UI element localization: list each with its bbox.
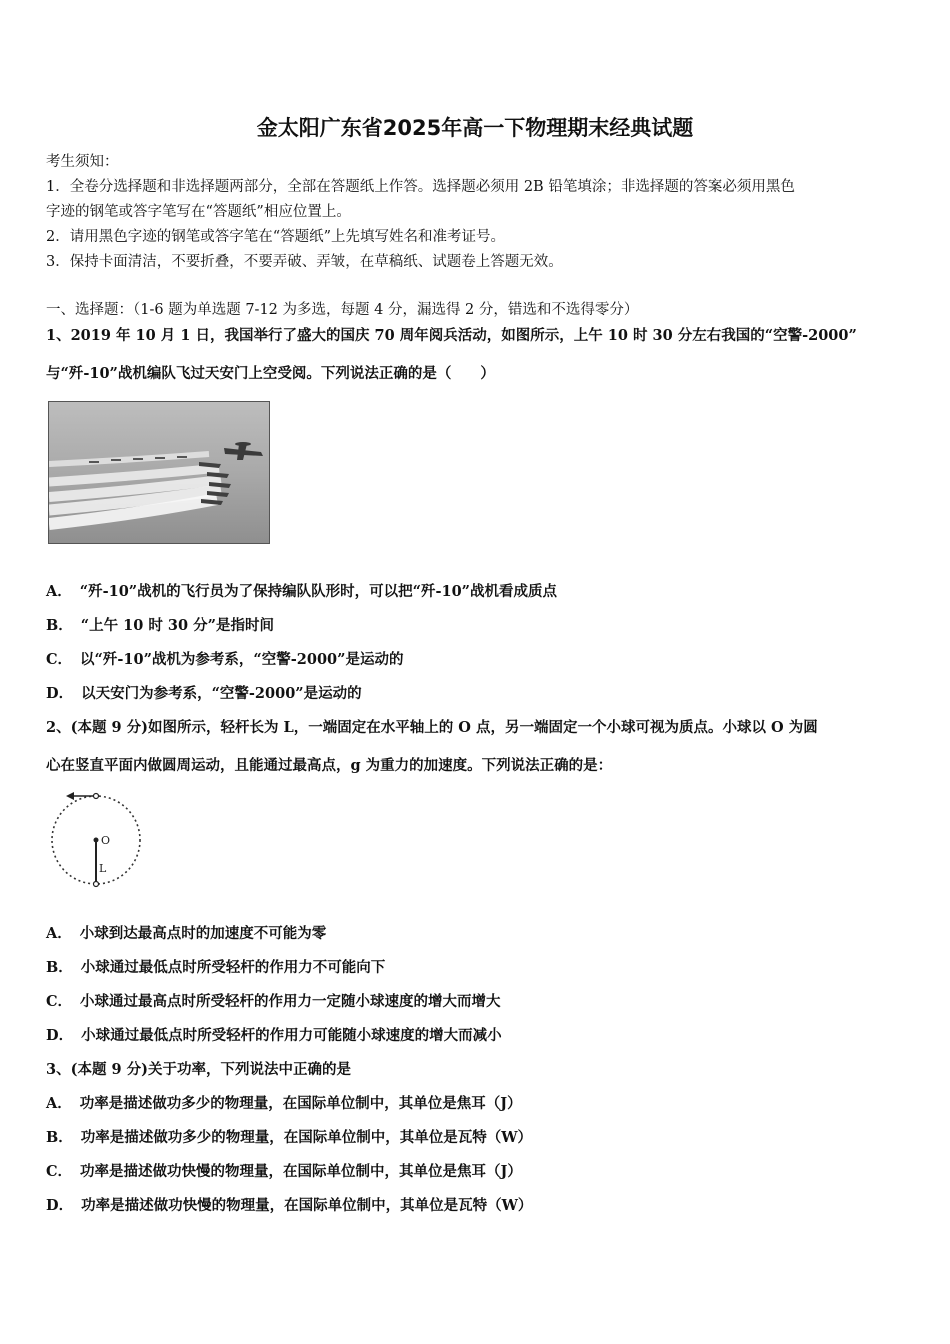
option-text: “歼-10”战机的飞行员为了保持编队队形时，可以把“歼-10”战机看成质点 [79, 583, 558, 600]
notice-heading: 考生须知： [46, 154, 119, 170]
formation-flight-photo [48, 401, 270, 544]
option-label: D． [46, 1197, 74, 1214]
question-1-option-b[interactable] [46, 616, 274, 636]
circular-motion-diagram [46, 786, 146, 894]
question-3-option-c[interactable] [46, 1162, 522, 1182]
option-label: A． [46, 583, 72, 600]
option-text: 小球通过最低点时所受轻杆的作用力不可能向下 [80, 959, 386, 976]
notice-item: 字迹的钢笔或答字笔写在“答题纸”相应位置上。 [46, 204, 351, 220]
option-label: B． [46, 617, 73, 634]
question-3-option-d[interactable] [46, 1196, 532, 1216]
question-1-option-c[interactable] [46, 650, 403, 670]
option-text: 功率是描述做功多少的物理量，在国际单位制中，其单位是焦耳（J） [79, 1095, 522, 1112]
question-1-stem: 与“歼-10”战机编队飞过天安门上空受阅。下列说法正确的是（ ） [46, 365, 495, 382]
option-text: 小球通过最低点时所受轻杆的作用力可能随小球速度的增大而减小 [81, 1027, 502, 1044]
option-text: 功率是描述做功快慢的物理量，在国际单位制中，其单位是瓦特（W） [81, 1197, 533, 1214]
option-label: C． [46, 651, 73, 668]
question-2-option-c[interactable] [46, 992, 501, 1012]
option-label: B． [46, 1129, 73, 1146]
section-heading: 一、选择题：（1-6 题为单选题 7-12 为多选，每题 4 分，漏选得 2 分，错选和不选得零分） [46, 302, 639, 318]
option-text: 以“歼-10”战机为参考系，“空警-2000”是运动的 [80, 651, 404, 668]
question-2-option-a[interactable] [46, 924, 326, 944]
option-label: B． [46, 959, 73, 976]
notice-item: 3．保持卡面清洁，不要折叠，不要弄破、弄皱，在草稿纸、试题卷上答题无效。 [46, 254, 563, 270]
option-label: A． [46, 1095, 72, 1112]
notice-item: 2．请用黑色字迹的钢笔或答字笔在“答题纸”上先填写姓名和准考证号。 [46, 229, 506, 245]
question-2-stem: 心在竖直平面内做圆周运动，且能通过最高点，g 为重力的加速度。下列说法正确的是： [46, 757, 613, 774]
question-2-option-d[interactable] [46, 1026, 502, 1046]
option-text: 小球到达最高点时的加速度不可能为零 [79, 925, 327, 942]
question-2-option-b[interactable] [46, 958, 385, 978]
question-1-option-d[interactable] [46, 684, 362, 704]
rod-circle-illustration [46, 786, 146, 894]
center-label: O [101, 834, 111, 847]
option-label: C． [46, 993, 73, 1010]
option-text: 功率是描述做功多少的物理量，在国际单位制中，其单位是瓦特（W） [80, 1129, 533, 1146]
option-label: D． [46, 1027, 74, 1044]
question-2-stem: 2、(本题 9 分)如图所示，轻杆长为 L，一端固定在水平轴上的 O 点，另一端固定一个小球可视为质点。小球以 O 为圆 [46, 719, 818, 736]
page-title: 金太阳广东省2025年高一下物理期末经典试题 [256, 116, 694, 140]
option-label: C． [46, 1163, 73, 1180]
notice-item: 1．全卷分选择题和非选择题两部分，全部在答题纸上作答。选择题必须用 2B 铅笔填涂；非选择题的答案必须用黑色 [46, 179, 795, 195]
question-1-stem: 1、2019 年 10 月 1 日，我国举行了盛大的国庆 70 周年阅兵活动，如图所示，上午 10 时 30 分左右我国的“空警-2000” [46, 327, 857, 344]
option-text: “上午 10 时 30 分”是指时间 [80, 617, 274, 634]
question-1-option-a[interactable] [46, 582, 557, 602]
aircraft-formation-illustration [49, 402, 269, 543]
rod-length-label: L [99, 862, 107, 875]
option-text: 功率是描述做功快慢的物理量，在国际单位制中，其单位是焦耳（J） [80, 1163, 522, 1180]
question-3-option-b[interactable] [46, 1128, 532, 1148]
question-3-stem: 3、(本题 9 分)关于功率，下列说法中正确的是 [46, 1061, 351, 1078]
option-label: D． [46, 685, 74, 702]
option-label: A． [46, 925, 72, 942]
option-text: 小球通过最高点时所受轻杆的作用力一定随小球速度的增大而增大 [80, 993, 501, 1010]
question-3-option-a[interactable] [46, 1094, 522, 1114]
option-text: 以天安门为参考系，“空警-2000”是运动的 [81, 685, 362, 702]
